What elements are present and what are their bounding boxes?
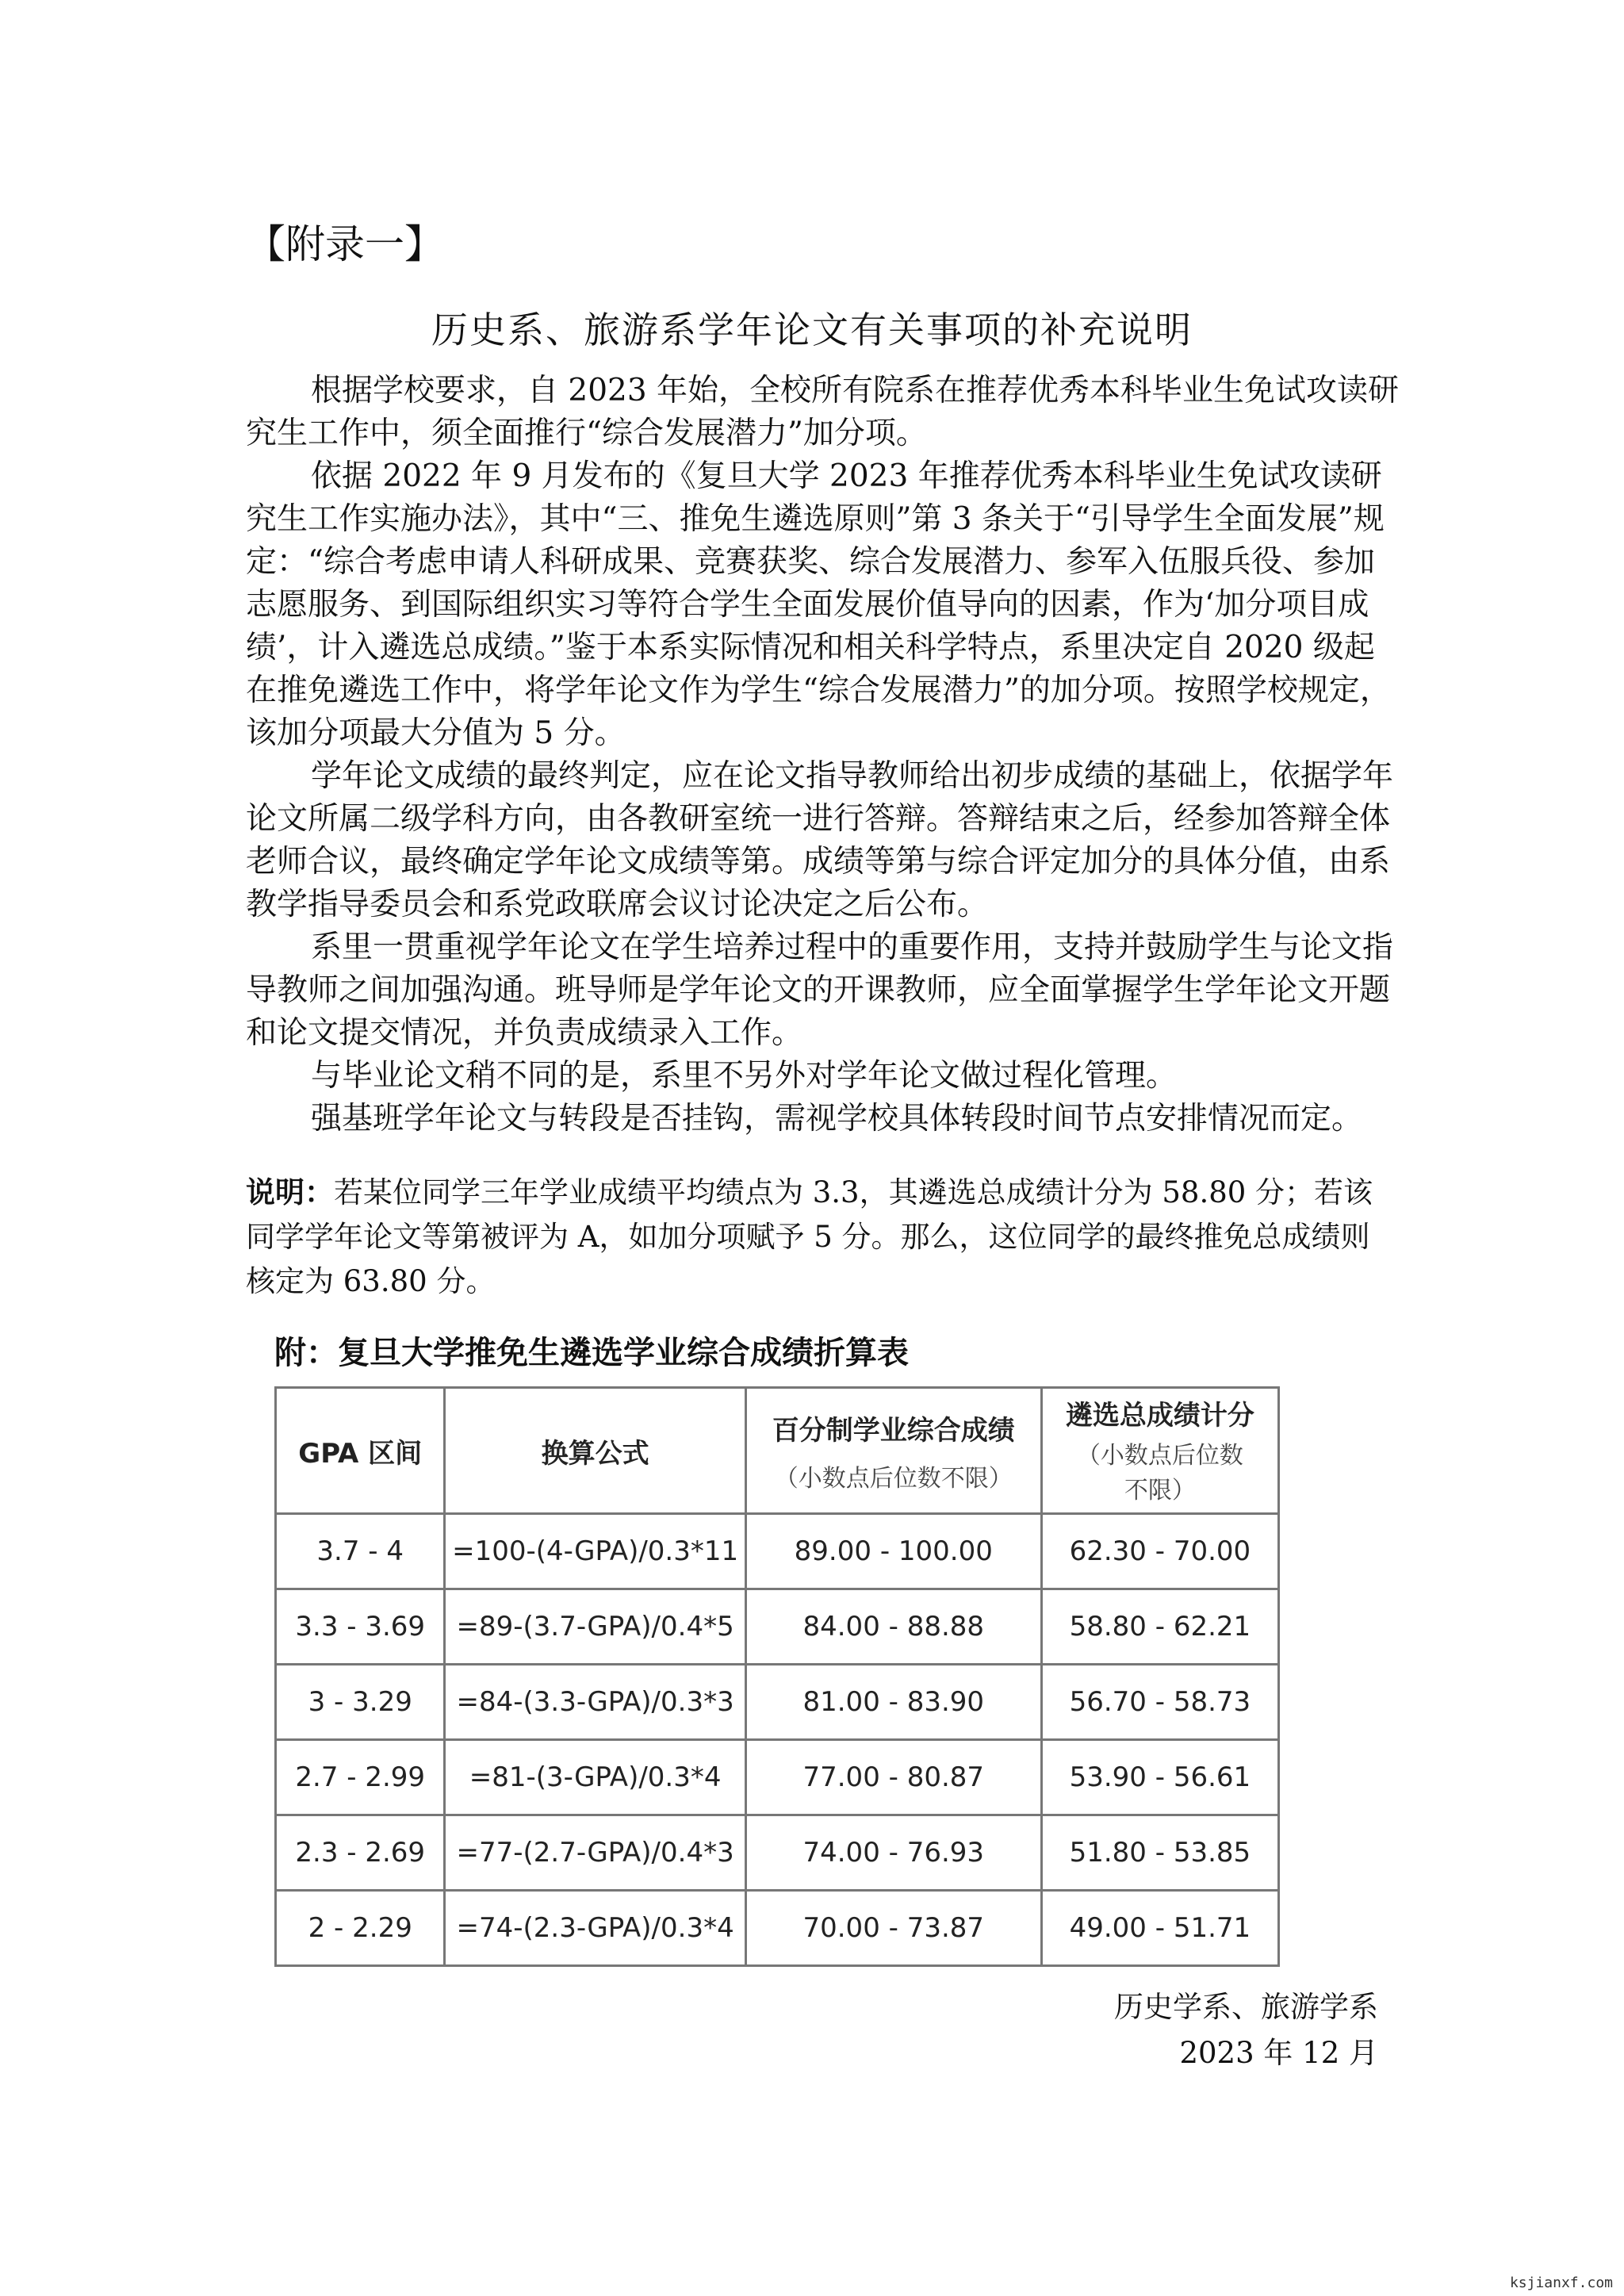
table-row bbox=[276, 1514, 1279, 1589]
cell-total: 62.30 - 70.00 bbox=[1041, 1514, 1278, 1589]
table-row bbox=[276, 1589, 1279, 1665]
cell-formula: =89-(3.7-GPA)/0.4*5 bbox=[445, 1589, 745, 1665]
cell-gpa: 3.3 - 3.69 bbox=[276, 1589, 445, 1665]
cell-gpa: 2 - 2.29 bbox=[276, 1891, 445, 1966]
table-header-row bbox=[276, 1388, 1279, 1514]
signature bbox=[1114, 1984, 1378, 2076]
watermark: ksjianxf.com bbox=[1509, 2275, 1613, 2291]
note-label: 说明： bbox=[246, 1175, 334, 1209]
paragraph: 学年论文成绩的最终判定，应在论文指导教师给出初步成绩的基础上，依据学年论文所属二级学科方向，由各教研室统一进行答辩。答辩结束之后，经参加答辩全体老师合议，最终确定学年论文成绩等第。成绩等第与综合评定加分的具体分值，由系教学指导委员会和系党政联席会议讨论决定之后公布。 bbox=[246, 758, 1394, 922]
table-row bbox=[276, 1815, 1279, 1891]
cell-gpa: 3 - 3.29 bbox=[276, 1665, 445, 1740]
cell-formula: =81-(3-GPA)/0.3*4 bbox=[445, 1740, 745, 1815]
header-percent-note: （小数点后位数不限） bbox=[774, 1464, 1013, 1493]
paragraph: 依据 2022 年 9 月发布的《复旦大学 2023 年推荐优秀本科毕业生免试攻读研究生工作实施办法》，其中“三、推免生遴选原则”第 3 条关于“引导学生全面发展”规定：“综合考虑申请人科研成果、竞赛获奖、综合发展潜力、参军入伍服兵役、参加志愿服务、到国际组织实习等符合学生全面发展价值导向的因素，作为‘加分项目成绩’，计入遴选总成绩。”鉴于本系实际情况和相关科学特点，系里决定自 2020 级起在推免遴选工作中，将学年论文作为学生“综合发展潜力”的加分项。按照学校规定，该加分项最大分值为 5 分。 bbox=[246, 458, 1391, 751]
header-total bbox=[1041, 1388, 1278, 1514]
cell-total: 53.90 - 56.61 bbox=[1041, 1740, 1278, 1815]
cell-percent: 74.00 - 76.93 bbox=[745, 1815, 1041, 1891]
cell-percent: 84.00 - 88.88 bbox=[745, 1589, 1041, 1665]
cell-total: 51.80 - 53.85 bbox=[1041, 1815, 1278, 1891]
cell-total: 56.70 - 58.73 bbox=[1041, 1665, 1278, 1740]
signature-department: 历史学系、旅游学系 bbox=[1114, 1990, 1378, 2024]
signature-date: 2023 年 12 月 bbox=[1179, 2036, 1378, 2070]
header-total-note-2: 不限） bbox=[1124, 1476, 1196, 1504]
paragraph: 系里一贯重视学年论文在学生培养过程中的重要作用，支持并鼓励学生与论文指导教师之间加强沟通。班导师是学年论文的开课教师，应全面掌握学生学年论文开题和论文提交情况，并负责成绩录入工作。 bbox=[246, 930, 1394, 1051]
gpa-conversion-table bbox=[274, 1386, 1280, 1967]
header-percent bbox=[745, 1388, 1041, 1514]
appendix-label: 【附录一】 bbox=[246, 221, 444, 267]
cell-percent: 77.00 - 80.87 bbox=[745, 1740, 1041, 1815]
header-percent-label: 百分制学业综合成绩 bbox=[772, 1414, 1015, 1447]
cell-formula: =84-(3.3-GPA)/0.3*3 bbox=[445, 1665, 745, 1740]
cell-formula: =77-(2.7-GPA)/0.4*3 bbox=[445, 1815, 745, 1891]
table-row bbox=[276, 1740, 1279, 1815]
cell-total: 58.80 - 62.21 bbox=[1041, 1589, 1278, 1665]
note bbox=[246, 1170, 1388, 1304]
document-title: 历史系、旅游系学年论文有关事项的补充说明 bbox=[431, 309, 1193, 351]
cell-formula: =74-(2.3-GPA)/0.3*4 bbox=[445, 1891, 745, 1966]
document-body bbox=[246, 370, 1404, 1140]
table-caption: 附：复旦大学推免生遴选学业综合成绩折算表 bbox=[274, 1335, 909, 1371]
cell-formula: =100-(4-GPA)/0.3*11 bbox=[445, 1514, 745, 1589]
table-row bbox=[276, 1665, 1279, 1740]
header-total-note-1: （小数点后位数 bbox=[1076, 1441, 1243, 1470]
table-row bbox=[276, 1891, 1279, 1966]
cell-percent: 70.00 - 73.87 bbox=[745, 1891, 1041, 1966]
cell-total: 49.00 - 51.71 bbox=[1041, 1891, 1278, 1966]
note-text: 若某位同学三年学业成绩平均绩点为 3.3，其遴选总成绩计分为 58.80 分；若该同学学年论文等第被评为 A，如加分项赋予 5 分。那么，这位同学的最终推免总成绩则核定为 63.80 分。 bbox=[246, 1175, 1373, 1298]
cell-percent: 81.00 - 83.90 bbox=[745, 1665, 1041, 1740]
cell-gpa: 3.7 - 4 bbox=[276, 1514, 445, 1589]
cell-percent: 89.00 - 100.00 bbox=[745, 1514, 1041, 1589]
header-gpa: GPA 区间 bbox=[276, 1388, 445, 1514]
header-formula: 换算公式 bbox=[445, 1388, 745, 1514]
paragraph: 与毕业论文稍不同的是，系里不另外对学年论文做过程化管理。 bbox=[311, 1058, 1178, 1094]
cell-gpa: 2.3 - 2.69 bbox=[276, 1815, 445, 1891]
cell-gpa: 2.7 - 2.99 bbox=[276, 1740, 445, 1815]
paragraph: 根据学校要求，自 2023 年始，全校所有院系在推荐优秀本科毕业生免试攻读研究生工作中，须全面推行“综合发展潜力”加分项。 bbox=[246, 373, 1400, 451]
header-total-label: 遴选总成绩计分 bbox=[1065, 1399, 1254, 1432]
paragraph: 强基班学年论文与转段是否挂钩，需视学校具体转段时间节点安排情况而定。 bbox=[311, 1101, 1363, 1137]
